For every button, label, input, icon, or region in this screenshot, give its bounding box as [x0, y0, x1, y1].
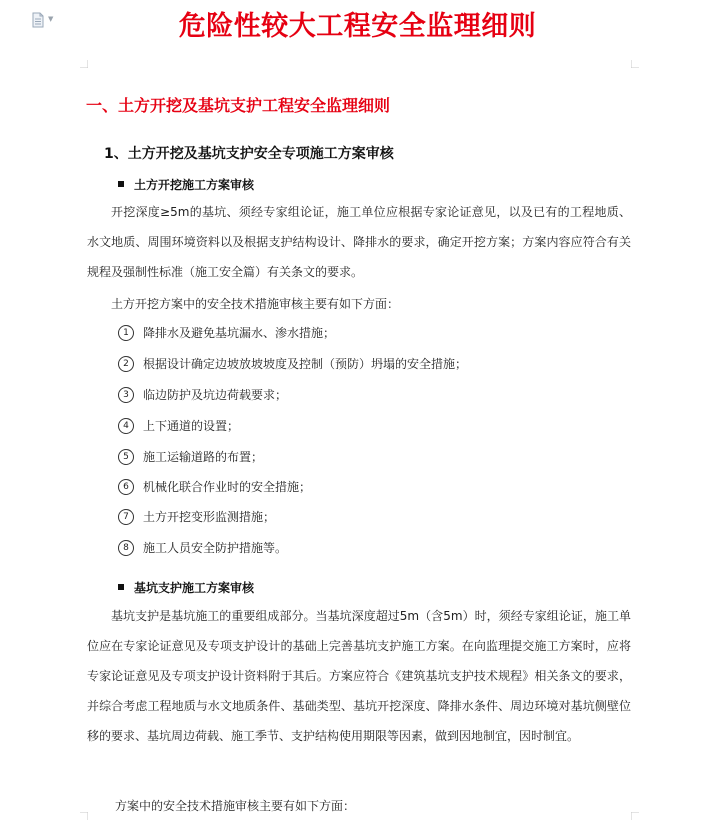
subsection-heading: 1、土方开挖及基坑支护安全专项施工方案审核 [104, 146, 394, 162]
section-heading: 一、土方开挖及基坑支护工程安全监理细则 [86, 96, 391, 115]
items-intro: 土方开挖方案中的安全技术措施审核主要有如下方面： [111, 297, 400, 311]
margin-corner-mark [631, 812, 639, 820]
paragraph-excavation: 开挖深度≥5m的基坑、须经专家组论证，施工单位应根据专家论证意见，以及已有的工程地质、水文地质、周围环境资料以及根据支护结构设计、降排水的要求，确定开挖方案；方案内容应符合有关规程及强制性标准（施工安全篇）有关条文的要求。 [87, 205, 631, 279]
list-item: 7 土方开挖变形监测措施； [118, 508, 275, 526]
list-item: 1 降排水及避免基坑漏水、渗水措施； [118, 324, 335, 342]
square-bullet-icon [118, 181, 124, 187]
margin-corner-mark [80, 812, 88, 820]
items-intro: 方案中的安全技术措施审核主要有如下方面： [115, 799, 356, 813]
list-item: 4 上下通道的设置； [118, 417, 239, 435]
margin-corner-mark [80, 60, 88, 68]
paragraph-support: 基坑支护是基坑施工的重要组成部分。当基坑深度超过5m（含5m）时，须经专家组论证，施工单位应在专家论证意见及专项支护设计的基础上完善基坑支护施工方案。在向监理提交施工方案时，应将专家论证意见及专项支护设计资料附于其后。方案应符合《建筑基坑支护技术规程》相关条文的要求，并综合考虑工程地质与水文地质条件、基础类型、基坑开挖深度、降排水条件、周边环境对基坑侧壁位移的要求、基坑周边荷载、施工季节、支护结构使用期限等因素，做到因地制宜，因时制宜。 [87, 609, 631, 743]
document-title: 危险性较大工程安全监理细则 [178, 11, 537, 42]
list-item: 2 根据设计确定边坡放坡坡度及控制（预防）坍塌的安全措施； [118, 355, 467, 373]
list-item: 5 施工运输道路的布置； [118, 448, 263, 466]
chevron-down-icon[interactable]: ▼ [48, 15, 54, 23]
list-item: 3 临边防护及坑边荷载要求； [118, 386, 287, 404]
part-heading-support: 基坑支护施工方案审核 [118, 579, 254, 596]
square-bullet-icon [118, 584, 124, 590]
part-heading-excavation: 土方开挖施工方案审核 [118, 176, 254, 193]
list-item: 6 机械化联合作业时的安全措施； [118, 478, 311, 496]
list-item: 8 施工人员安全防护措施等。 [118, 539, 287, 557]
margin-corner-mark [631, 60, 639, 68]
